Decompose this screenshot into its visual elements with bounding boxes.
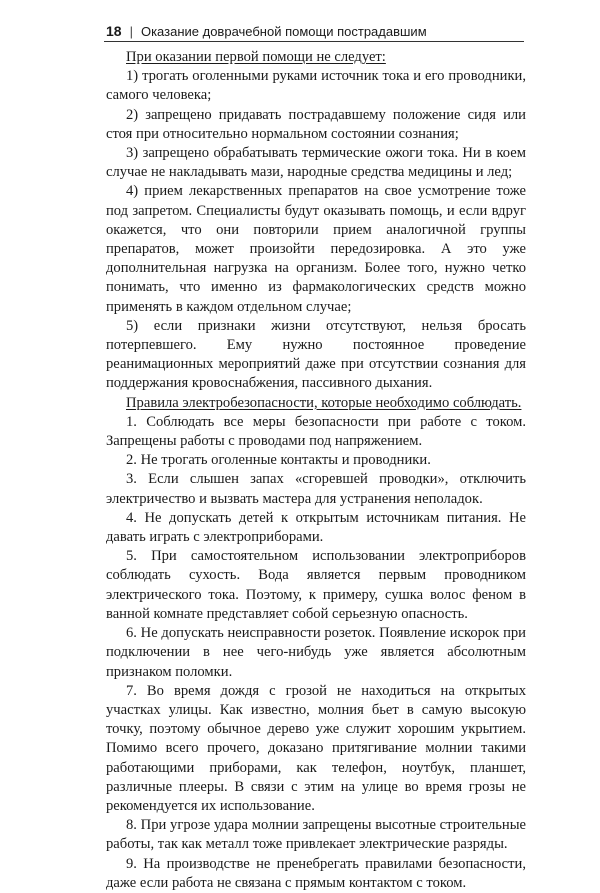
list-item: 2) запрещено придавать пострадавшему положение сидя или стоя при относительно нормальном состоянии сознания; <box>106 106 526 142</box>
list-item: 8. При угрозе удара молнии запрещены высотные строительные работы, так как металл тоже привлекает электрические разряды. <box>106 817 526 853</box>
header-separator: | <box>129 23 133 39</box>
list-item: 6. Не допускать неисправности розеток. Появление искорок при подключении в нее чего-нибудь уже является абсолютным признаком поломки. <box>106 625 526 680</box>
list-item: 9. На производстве не пренебрегать правилами безопасности, даже если работа не связана с прямым контактом с током. <box>106 855 526 891</box>
list-item: 5. При самостоятельном использовании электроприборов соблюдать сухость. Вода является первым проводником электрического тока. Поэтому, к примеру, сушка волос феном в ванной комнате представляет собой серьезную опасность. <box>106 548 526 622</box>
list-item: 4. Не допускать детей к открытым источникам питания. Не давать играть с электроприборами. <box>106 509 526 546</box>
page-number: 18 <box>106 23 122 39</box>
running-header <box>106 23 526 39</box>
list-item: 4) прием лекарственных препаратов на свое усмотрение тоже под запретом. Специалисты будут оказывать помощь, и если вдруг окажется, что они повторили прием аналогичной группы препаратов, может произойти передозировка. А это уже дополнительная нагрузка на организм. Более того, нужно четко понимать, что именно из фармакологических средств можно применять в каждом отдельном случае; <box>106 183 526 315</box>
page-body <box>106 48 526 893</box>
list-item: 3) запрещено обрабатывать термические ожоги тока. Ни в коем случае не накладывать мази, народные средства медицины и лед; <box>106 145 526 181</box>
list-item: 1) трогать оголенными руками источник тока и его проводники, самого человека; <box>106 68 526 104</box>
section-heading-first-aid-donts: При оказании первой помощи не следует: <box>126 49 386 65</box>
section-heading-electrical-safety: Правила электробезопасности, которые необходимо соблюдать. <box>126 394 522 411</box>
list-item: 7. Во время дождя с грозой не находиться на открытых участках улицы. Как известно, молния бьет в самую высокую точку, поэтому обычное дерево уже служит хорошим укрытием. Помимо всего прочего, доказано притягивание молнии такими работающими приборами, как телефон, ноутбук, планшет, различные плееры. В связи с этим на улице во время грозы не рекомендуется их использование. <box>106 682 526 814</box>
list-item: 5) если признаки жизни отсутствуют, нельзя бросать потерпевшего. Ему нужно постоянное проведение реанимационных мероприятий даже при отсутствии сознания для поддержания кровоснабжения, пассивного дыхания. <box>106 317 526 392</box>
list-item: 2. Не трогать оголенные контакты и проводники. <box>126 452 431 469</box>
running-title: Оказание доврачебной помощи пострадавшим <box>140 23 427 39</box>
list-item: 3. Если слышен запах «сгоревшей проводки», отключить электричество и вызвать мастера для устранения неполадок. <box>106 471 526 507</box>
list-item: 1. Соблюдать все меры безопасности при работе с током. Запрещены работы с проводами под напряжением. <box>106 413 526 450</box>
header-rule <box>104 41 524 42</box>
